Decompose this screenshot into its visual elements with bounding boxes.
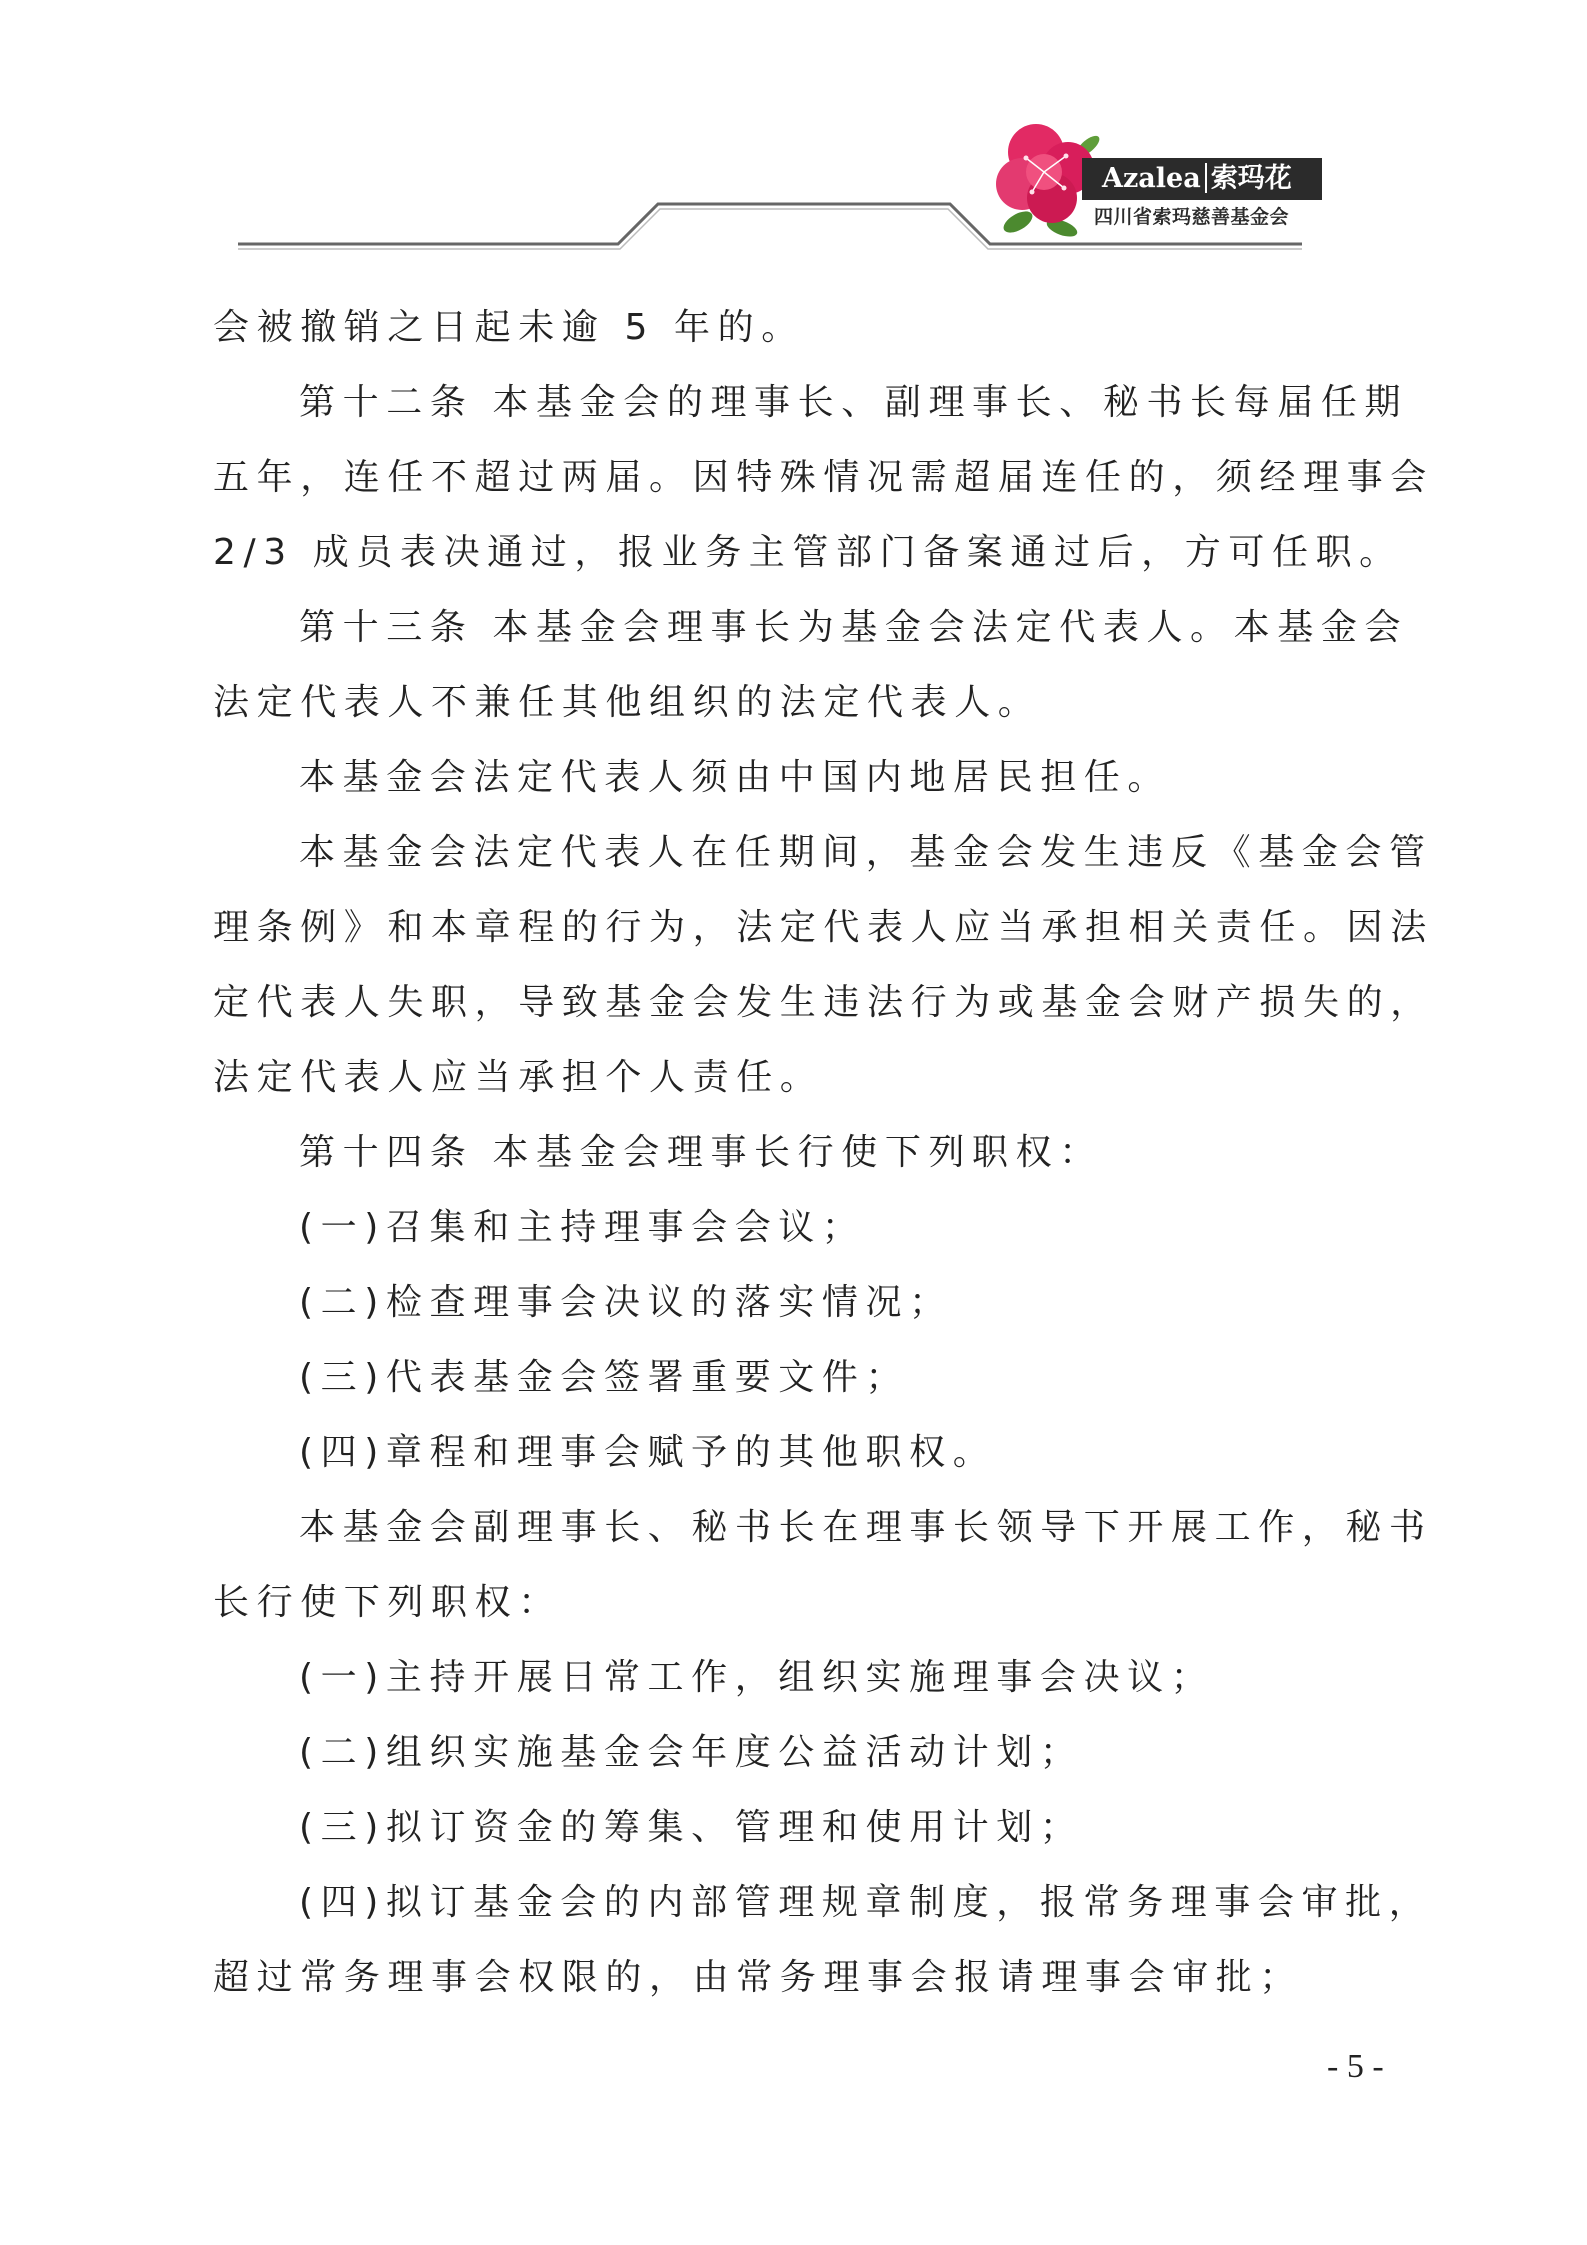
text-line: 会被撤销之日起未逾 5 年的。 [213,307,805,348]
text-line: 第十三条 本基金会理事长为基金会法定代表人。本基金会 [299,607,1409,648]
foundation-logo [996,118,1326,240]
text-line: 超过常务理事会权限的，由常务理事会报请理事会审批； [213,1957,1304,1998]
text-line: 理条例》和本章程的行为，法定代表人应当承担相关责任。因法 [213,907,1434,948]
text-line: 本基金会法定代表人须由中国内地居民担任。 [299,757,1172,798]
text-line: (四)拟订基金会的内部管理规章制度，报常务理事会审批， [299,1882,1433,1923]
text-line: (一)召集和主持理事会会议； [299,1207,866,1248]
foundation-name: 四川省索玛慈善基金会 [1094,206,1290,228]
text-line: (三)代表基金会签署重要文件； [299,1357,910,1398]
text-line: 定代表人失职，导致基金会发生违法行为或基金会财产损失的， [213,982,1434,1023]
text-line: 2/3 成员表决通过，报业务主管部门备案通过后，方可任职。 [213,532,1403,573]
text-line: (二)检查理事会决议的落实情况； [299,1282,953,1323]
article-text [213,290,1434,2015]
logo-brand-text [1102,158,1292,200]
logo-separator [1205,163,1207,193]
text-line: (二)组织实施基金会年度公益活动计划； [299,1732,1084,1773]
text-line: 本基金会副理事长、秘书长在理事长领导下开展工作，秘书 [299,1507,1433,1548]
text-line: 长行使下列职权： [213,1582,562,1623]
logo-brand-cn: 索玛花 [1210,163,1292,194]
header-divider [0,0,1587,260]
page-number: - 5 - [1327,2048,1384,2085]
text-line: 法定代表人应当承担个人责任。 [213,1057,824,1098]
text-line: 本基金会法定代表人在任期间，基金会发生违反《基金会管 [299,832,1433,873]
text-line: (一)主持开展日常工作，组织实施理事会决议； [299,1657,1215,1698]
text-line: 法定代表人不兼任其他组织的法定代表人。 [213,682,1042,723]
text-line: 第十二条 本基金会的理事长、副理事长、秘书长每届任期 [299,382,1409,423]
logo-brand-en: Azalea [1102,163,1201,194]
text-line: (三)拟订资金的筹集、管理和使用计划； [299,1807,1084,1848]
text-line: 五年，连任不超过两届。因特殊情况需超届连任的，须经理事会 [213,457,1434,498]
text-line: (四)章程和理事会赋予的其他职权。 [299,1432,997,1473]
text-line: 第十四条 本基金会理事长行使下列职权： [299,1132,1103,1173]
